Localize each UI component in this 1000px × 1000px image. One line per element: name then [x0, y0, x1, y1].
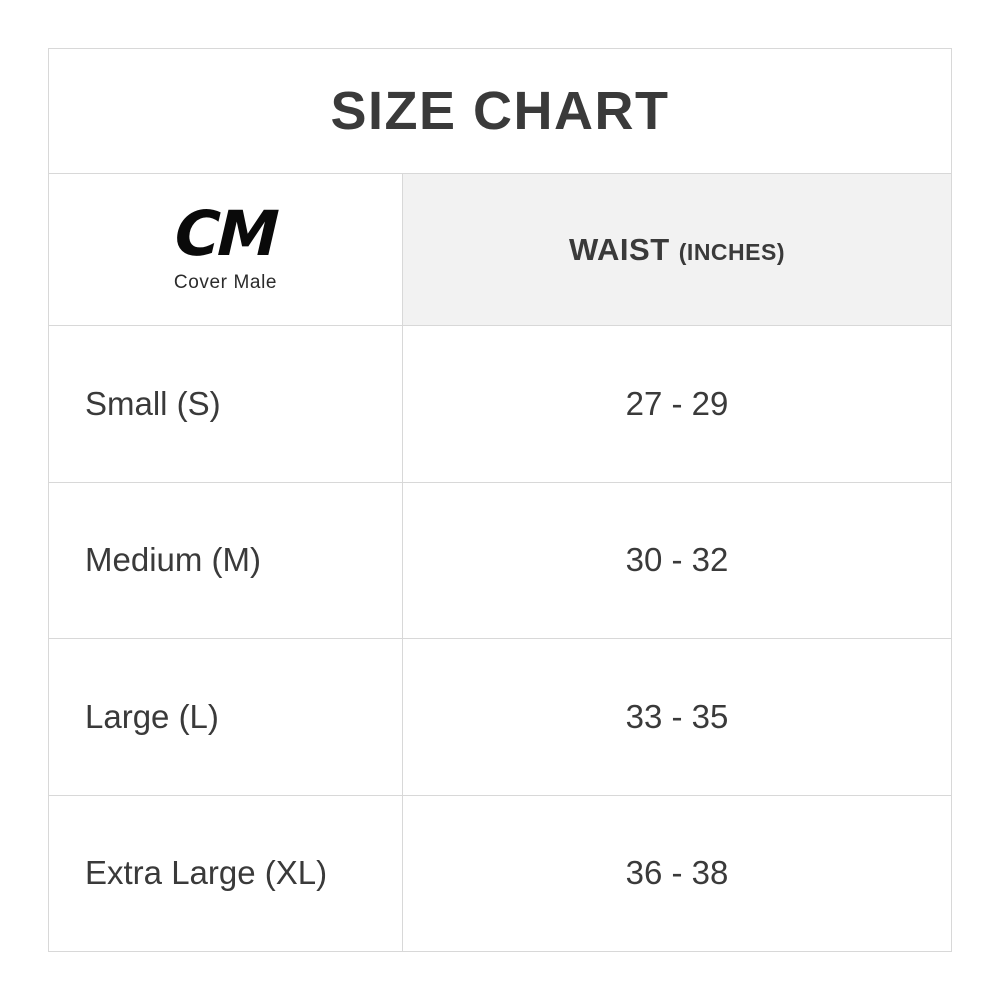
- column-header-waist-text: WAIST: [568, 231, 679, 267]
- waist-header-cell: [403, 174, 951, 325]
- size-cell: [49, 326, 403, 482]
- chart-title-row: [49, 49, 951, 174]
- table-row: [49, 796, 951, 952]
- table-row: [49, 639, 951, 796]
- table-row: [49, 326, 951, 483]
- waist-value: 33 - 35: [625, 697, 729, 735]
- waist-value: 27 - 29: [625, 384, 729, 422]
- waist-cell: [403, 639, 951, 795]
- size-label: Medium (M): [85, 541, 262, 579]
- table-header-row: [49, 174, 951, 326]
- page-title: SIZE CHART: [330, 81, 670, 141]
- size-label: Large (L): [85, 697, 219, 735]
- size-cell: [49, 796, 403, 952]
- size-label: Small (S): [85, 384, 221, 422]
- brand-name: Cover Male: [173, 271, 278, 293]
- waist-value: 30 - 32: [625, 541, 729, 579]
- size-chart-table: [48, 48, 952, 952]
- column-header-waist-units: (INCHES): [678, 238, 785, 265]
- brand-monogram: CM: [173, 197, 278, 271]
- size-label: Extra Large (XL): [85, 854, 328, 892]
- waist-value: 36 - 38: [625, 854, 729, 892]
- size-cell: [49, 639, 403, 795]
- table-row: [49, 483, 951, 640]
- brand-logo-cell: [49, 174, 403, 325]
- column-header-waist: [569, 232, 785, 268]
- waist-cell: [403, 326, 951, 482]
- waist-cell: [403, 796, 951, 952]
- brand-logo: [49, 197, 402, 294]
- waist-cell: [403, 483, 951, 639]
- size-cell: [49, 483, 403, 639]
